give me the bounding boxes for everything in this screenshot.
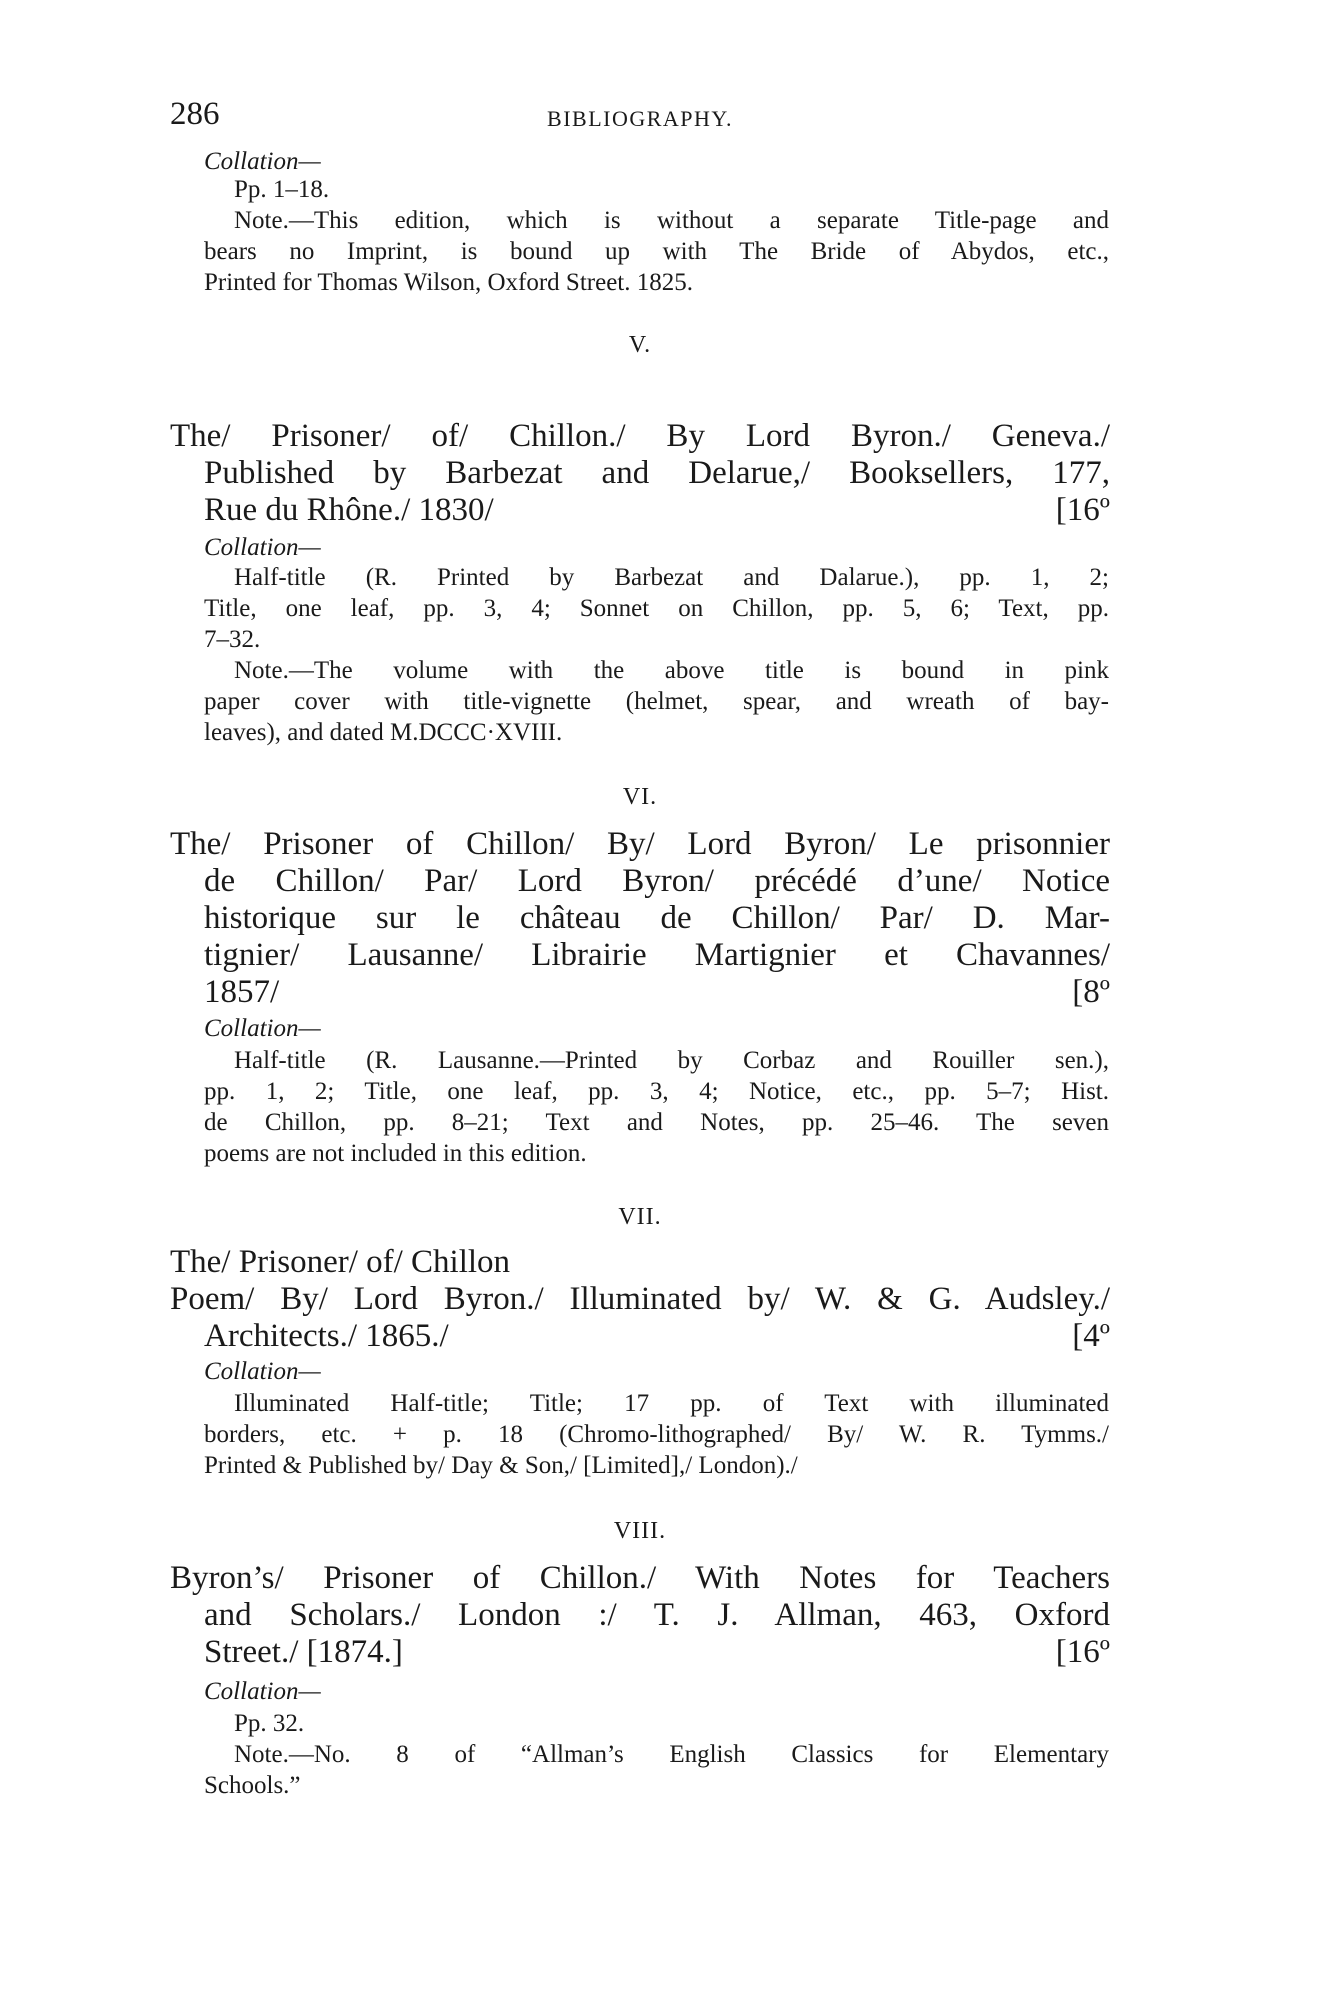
text-line: borders, etc. + p. 18 (Chromo-lithographed/ By/ W. R. Tymms./	[204, 1421, 1109, 1448]
text-line: bears no Imprint, is bound up with The Bride of Abydos, etc.,	[204, 238, 1109, 265]
collation-label: Collation—	[204, 1358, 321, 1385]
title-line: The/ Prisoner of Chillon/ By/ Lord Byron/ Le prisonnier	[170, 826, 1110, 862]
format-mark: [4º	[1072, 1318, 1110, 1354]
title-line: Rue du Rhône./ 1830/	[204, 492, 494, 528]
text-line: leaves), and dated M.DCCC·XVIII.	[204, 719, 563, 746]
title-line: 1857/	[204, 974, 280, 1010]
section-numeral: V.	[628, 332, 652, 358]
format-mark: [16º	[1055, 492, 1110, 528]
page-header	[170, 96, 1110, 146]
text-line: Illuminated Half-title; Title; 17 pp. of Text with illuminated	[234, 1390, 1109, 1417]
collation-label: Collation—	[204, 534, 321, 561]
entry-title	[170, 826, 1110, 1011]
entry-title	[170, 1560, 1110, 1671]
text-line: Note.—No. 8 of “Allman’s English Classics for Elementary	[234, 1741, 1109, 1768]
text-line: Title, one leaf, pp. 3, 4; Sonnet on Chillon, pp. 5, 6; Text, pp.	[204, 595, 1109, 622]
section-numeral: VIII.	[613, 1518, 667, 1544]
collation-body	[204, 1708, 1109, 1801]
title-line-with-format	[170, 492, 1110, 529]
title-line-with-format	[170, 1318, 1110, 1355]
text-line: Note.—The volume with the above title is bound in pink	[234, 657, 1109, 684]
title-line-with-format	[170, 974, 1110, 1011]
format-mark: [8º	[1072, 974, 1110, 1010]
collation-body	[204, 1388, 1109, 1481]
title-line: and Scholars./ London :/ T. J. Allman, 463, Oxford	[204, 1597, 1110, 1633]
text-line: Pp. 32.	[234, 1710, 305, 1737]
entry-title	[170, 1244, 1110, 1355]
collation-body	[204, 1045, 1109, 1169]
title-line: The/ Prisoner/ of/ Chillon./ By Lord Byron./ Geneva./	[170, 418, 1110, 454]
title-line: Poem/ By/ Lord Byron./ Illuminated by/ W. & G. Audsley./	[170, 1281, 1110, 1317]
text-line: paper cover with title-vignette (helmet, spear, and wreath of bay-	[204, 688, 1109, 715]
text-line: de Chillon, pp. 8–21; Text and Notes, pp. 25–46. The seven	[204, 1109, 1109, 1136]
title-line: Byron’s/ Prisoner of Chillon./ With Notes for Teachers	[170, 1560, 1110, 1596]
text-line: Half-title (R. Printed by Barbezat and Dalarue.), pp. 1, 2;	[234, 564, 1109, 591]
title-line: Published by Barbezat and Delarue,/ Booksellers, 177,	[204, 455, 1110, 491]
text-line: Pp. 1–18.	[234, 176, 330, 203]
title-line: The/ Prisoner/ of/ Chillon	[170, 1244, 511, 1280]
section-numeral: VI.	[622, 784, 658, 810]
format-mark: [16º	[1055, 1634, 1110, 1670]
running-title: BIBLIOGRAPHY.	[547, 106, 733, 131]
text-line: Half-title (R. Lausanne.—Printed by Corbaz and Rouiller sen.),	[234, 1047, 1109, 1074]
text-line: 7–32.	[204, 626, 261, 653]
text-line: Note.—This edition, which is without a separate Title-page and	[234, 207, 1109, 234]
text-line: poems are not included in this edition.	[204, 1140, 587, 1167]
collation-label: Collation—	[204, 148, 321, 175]
collation-label: Collation—	[204, 1015, 321, 1042]
top-entry-body	[204, 174, 1109, 298]
title-line: de Chillon/ Par/ Lord Byron/ précédé d’une/ Notice	[204, 863, 1110, 899]
text-line: Printed for Thomas Wilson, Oxford Street. 1825.	[204, 269, 693, 296]
title-line: tignier/ Lausanne/ Librairie Martignier et Chavannes/	[204, 937, 1110, 973]
collation-label: Collation—	[204, 1678, 321, 1705]
section-numeral: VII.	[618, 1204, 662, 1230]
text-line: pp. 1, 2; Title, one leaf, pp. 3, 4; Notice, etc., pp. 5–7; Hist.	[204, 1078, 1109, 1105]
title-line: historique sur le château de Chillon/ Par/ D. Mar-	[204, 900, 1110, 936]
title-line-with-format	[170, 1634, 1110, 1671]
title-line: Street./ [1874.]	[204, 1634, 403, 1670]
entry-title	[170, 418, 1110, 529]
collation-body	[204, 562, 1109, 748]
text-line: Schools.”	[204, 1772, 301, 1799]
page-number: 286	[170, 96, 220, 132]
title-line: Architects./ 1865./	[204, 1318, 449, 1354]
text-line: Printed & Published by/ Day & Son,/ [Limited],/ London)./	[204, 1452, 798, 1479]
